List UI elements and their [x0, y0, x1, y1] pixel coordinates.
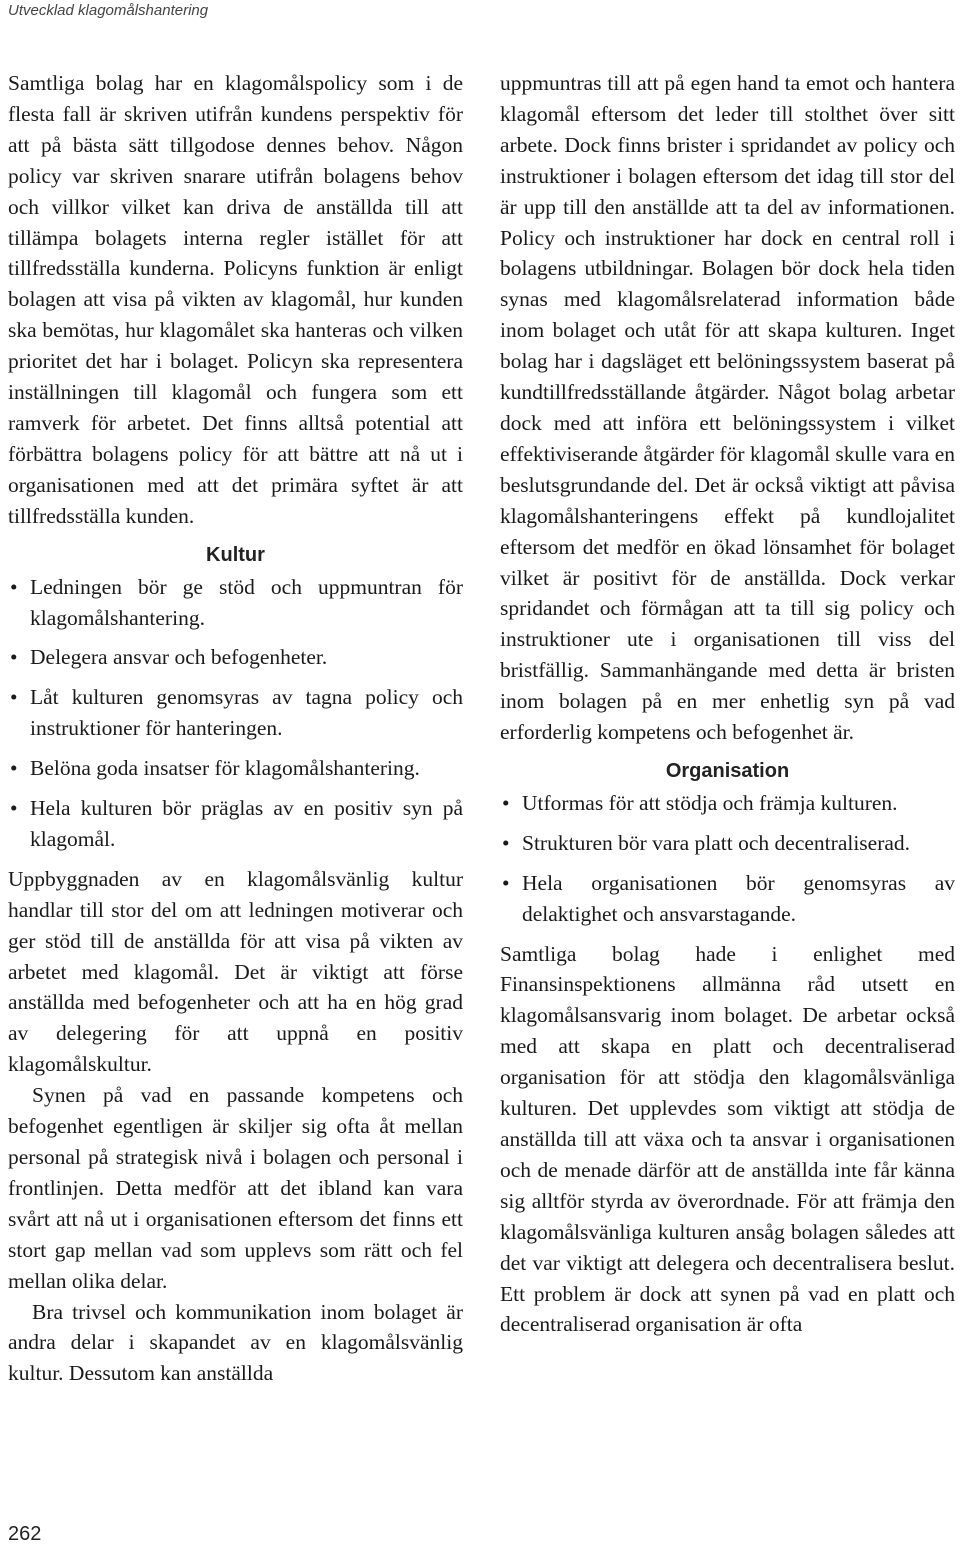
paragraph: Samtliga bolag har en klagomålspolicy som i de flesta fall är skriven utifrån kundens perspektiv för att på bästa sätt tillgodose dennes behov. Någon policy var skriven snarare utifrån bolagens behov och villkor vilket kan driva de anställda till att tillämpa bolagets interna regler istället för att tillfredsställa kunderna. Policyns funktion är enligt bolagen att visa på vikten av klagomål, hur kunden ska bemötas, hur klagomålet ska hanteras och vilken prioritet det har i bolaget. Policyn ska representera inställningen till klagomål och fungera som ett ramverk för arbetet. Det finns alltså potential att förbättra bolagens policy för att bättre att nå ut i organisationen med att det primära syftet är att tillfredsställa kunden.: [8, 71, 463, 528]
bullet-item: • Strukturen bör vara platt och decentraliserad.: [500, 828, 955, 859]
bullet-item: • Hela organisationen bör genomsyras av delaktighet och ansvarstagande.: [500, 868, 955, 930]
bullet-list-kultur: [8, 572, 463, 855]
paragraph: Synen på vad en passande kompetens och befogenhet egentligen är skiljer sig ofta åt mellan personal på strategisk nivå i bolagen och personal i frontlinjen. Detta medför att det ibland kan vara svårt att nå ut i organisationen eftersom det finns ett stort gap mellan vad som upplevs som rätt och fel mellan olika delar.: [8, 1083, 463, 1293]
paragraph: Uppbyggnaden av en klagomålsvänlig kultur handlar till stor del om att ledningen motiverar och ger stöd till de anställda för att visa på vikten av arbetet med klagomål. Det är viktigt att förse anställda med befogenheter och att ha en hög grad av delegering för att uppnå en positiv klagomålskultur.: [8, 866, 463, 1077]
bullet-item: • Låt kulturen genomsyras av tagna policy och instruktioner för hanteringen.: [8, 682, 463, 744]
section-heading-organisation: Organisation: [665, 759, 790, 782]
bullet-item: • Hela kulturen bör präglas av en positiv syn på klagomål.: [8, 793, 463, 855]
page-number: 262: [8, 1523, 42, 1545]
paragraph: Samtliga bolag hade i enlighet med Finansinspektionens allmänna råd utsett en klagomålsansvarig inom bolaget. De arbetar också med att skapa en platt och decentraliserad organisation för att stödja den klagomålsvänliga kulturen. Det upplevdes som viktigt att stödja de anställda till att växa och ta ansvar i organisationen och de menade därför att de anställda inte får känna sig alltför styrda av överordnade. För att främja den klagomålsvänliga kulturen ansåg bolagen således att det var viktigt att delegera och decentralisera beslut. Ett problem är dock att synen på vad en platt och decentraliserad organisation är ofta: [500, 941, 955, 1337]
bullet-item: • Belöna goda insatser för klagomålshantering.: [8, 753, 463, 784]
right-column: [500, 68, 955, 1340]
section-heading-kultur: Kultur: [206, 543, 265, 566]
bullet-list-organisation: [500, 788, 955, 930]
left-column: [8, 68, 463, 1389]
bullet-item: • Ledningen bör ge stöd och uppmuntran för klagomålshantering.: [8, 572, 463, 634]
paragraph: Bra trivsel och kommunikation inom bolaget är andra delar i skapandet av en klagomålsvänlig kultur. Dessutom kan anställda: [8, 1299, 463, 1386]
bullet-item: • Delegera ansvar och befogenheter.: [8, 642, 463, 673]
bullet-item: • Utformas för att stödja och främja kulturen.: [500, 788, 955, 819]
paragraph: uppmuntras till att på egen hand ta emot och hantera klagomål eftersom det leder till stolthet över sitt arbete. Dock finns brister i spridandet av policy och instruktioner i bolagen eftersom det idag till stor del är upp till den anställde att ta del av informationen. Policy och instruktioner har dock en central roll i bolagens utbildningar. Bolagen bör dock hela tiden synas med klagomålsrelaterad information både inom bolaget och utåt för att skapa kulturen. Inget bolag har i dagsläget ett belöningssystem baserat på kundtillfredsställande åtgärder. Något bolag arbetar dock med att införa ett belöningssystem i vilket effektiviserande åtgärder för klagomål skulle vara en beslutsgrundande del. Det är också viktigt att påvisa klagomålshanteringens effekt på kundlojalitet eftersom det medför en ökad lönsamhet för bolaget vilket är positivt för de anställda. Dock verkar spridandet och förmågan att ta till sig policy och instruktioner ute i organisationen till viss del bristfällig. Sammanhängande med detta är bristen inom bolagen på en mer enhetlig syn på vad erforderlig kompetens och befogenhet är.: [500, 71, 955, 745]
running-head: Utvecklad klagomålshantering: [8, 2, 209, 19]
